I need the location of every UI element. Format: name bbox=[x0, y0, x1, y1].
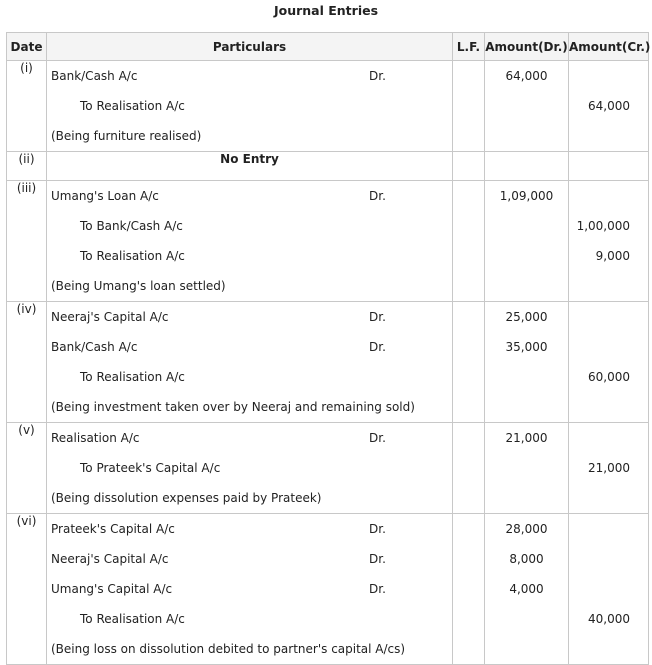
credit-amount: 9,000 bbox=[595, 249, 630, 263]
debit-cell bbox=[485, 514, 569, 665]
particulars-cell bbox=[47, 514, 453, 665]
lf-line bbox=[453, 302, 484, 332]
line-text: Umang's Capital A/c bbox=[51, 582, 173, 596]
lf-line bbox=[453, 211, 484, 241]
particulars-cell bbox=[47, 302, 453, 423]
dr-marker: Dr. bbox=[369, 431, 386, 445]
table-row bbox=[7, 61, 649, 152]
lf-line bbox=[453, 574, 484, 604]
lf-cell bbox=[453, 514, 485, 665]
lf-line bbox=[453, 332, 484, 362]
lf-cell bbox=[453, 181, 485, 302]
line-text: (Being furniture realised) bbox=[51, 129, 202, 143]
line-text: (Being loss on dissolution debited to partner's capital A/cs) bbox=[51, 642, 406, 656]
credit-cell bbox=[569, 423, 649, 514]
debit-amount bbox=[485, 362, 568, 392]
lf-line bbox=[453, 181, 484, 211]
narration-text bbox=[47, 392, 452, 422]
account-name bbox=[47, 544, 452, 574]
lf-line bbox=[453, 483, 484, 513]
credit-amount bbox=[569, 423, 648, 453]
table-row bbox=[7, 181, 649, 302]
debit-amount: 21,000 bbox=[505, 431, 548, 445]
account-name bbox=[47, 362, 452, 392]
line-text: Umang's Loan A/c bbox=[51, 189, 159, 203]
particulars-cell bbox=[47, 61, 453, 152]
account-name bbox=[47, 241, 452, 271]
credit-amount bbox=[569, 302, 648, 332]
line-text: Bank/Cash A/c bbox=[51, 69, 138, 83]
dr-marker: Dr. bbox=[369, 340, 386, 354]
credit-amount: 60,000 bbox=[588, 370, 630, 384]
line-text: Prateek's Capital A/c bbox=[51, 522, 175, 536]
account-name bbox=[47, 181, 452, 211]
credit-amount bbox=[569, 121, 648, 151]
dr-marker: Dr. bbox=[369, 189, 386, 203]
credit-cell bbox=[569, 61, 649, 152]
credit-amount: 64,000 bbox=[588, 99, 630, 113]
lf-line bbox=[453, 604, 484, 634]
table-row bbox=[7, 152, 649, 181]
dr-marker: Dr. bbox=[369, 69, 386, 83]
line-text: To Realisation A/c bbox=[80, 99, 185, 113]
credit-amount: 1,00,000 bbox=[576, 219, 630, 233]
line-text: (Being Umang's loan settled) bbox=[51, 279, 226, 293]
line-text: To Realisation A/c bbox=[80, 612, 185, 626]
line-text: To Realisation A/c bbox=[80, 370, 185, 384]
account-name bbox=[47, 423, 452, 453]
debit-amount bbox=[485, 604, 568, 634]
header-lf: L.F. bbox=[453, 33, 485, 61]
header-amount-debit: Amount(Dr.) bbox=[485, 33, 569, 61]
account-name bbox=[47, 332, 452, 362]
table-row bbox=[7, 423, 649, 514]
debit-amount bbox=[485, 241, 568, 271]
credit-amount bbox=[569, 544, 648, 574]
debit-amount bbox=[485, 271, 568, 301]
debit-amount: 1,09,000 bbox=[499, 189, 554, 203]
credit-cell bbox=[569, 181, 649, 302]
account-name bbox=[47, 453, 452, 483]
header-date: Date bbox=[7, 33, 47, 61]
credit-amount bbox=[569, 332, 648, 362]
account-name bbox=[47, 302, 452, 332]
credit-amount bbox=[569, 392, 648, 422]
line-text: (Being dissolution expenses paid by Prateek) bbox=[51, 491, 322, 505]
account-name bbox=[47, 574, 452, 604]
lf-line bbox=[453, 423, 484, 453]
debit-amount bbox=[485, 392, 568, 422]
lf-line bbox=[453, 91, 484, 121]
account-name bbox=[47, 604, 452, 634]
table-row bbox=[7, 302, 649, 423]
account-name bbox=[47, 211, 452, 241]
narration-text bbox=[47, 271, 452, 301]
lf-cell bbox=[453, 423, 485, 514]
debit-cell bbox=[485, 423, 569, 514]
lf-line bbox=[453, 392, 484, 422]
credit-amount bbox=[569, 483, 648, 513]
lf-cell bbox=[453, 302, 485, 423]
entry-date: (iv) bbox=[7, 302, 47, 423]
line-text: Neeraj's Capital A/c bbox=[51, 310, 169, 324]
journal-body bbox=[7, 61, 649, 665]
entry-date: (v) bbox=[7, 423, 47, 514]
lf-cell bbox=[453, 152, 485, 181]
account-name bbox=[47, 61, 452, 91]
lf-line bbox=[453, 61, 484, 91]
line-text: Neeraj's Capital A/c bbox=[51, 552, 169, 566]
debit-cell bbox=[485, 61, 569, 152]
debit-amount bbox=[485, 91, 568, 121]
line-text: (Being investment taken over by Neeraj and remaining sold) bbox=[51, 400, 415, 414]
account-name bbox=[47, 514, 452, 544]
header-amount-credit: Amount(Cr.) bbox=[569, 33, 649, 61]
lf-line bbox=[453, 514, 484, 544]
lf-line bbox=[453, 241, 484, 271]
debit-amount: 35,000 bbox=[505, 340, 548, 354]
entry-date: (ii) bbox=[7, 152, 47, 181]
lf-line bbox=[453, 453, 484, 483]
dr-marker: Dr. bbox=[369, 552, 386, 566]
journal-table bbox=[6, 32, 649, 665]
entry-date: (i) bbox=[7, 61, 47, 152]
credit-cell bbox=[569, 152, 649, 181]
debit-amount: 28,000 bbox=[505, 522, 548, 536]
line-text: To Realisation A/c bbox=[80, 249, 185, 263]
page-title: Journal Entries bbox=[273, 3, 379, 18]
line-text: Bank/Cash A/c bbox=[51, 340, 138, 354]
no-entry-label: No Entry bbox=[47, 152, 453, 181]
debit-cell bbox=[485, 181, 569, 302]
debit-cell bbox=[485, 302, 569, 423]
line-text: To Prateek's Capital A/c bbox=[80, 461, 221, 475]
entry-date: (iii) bbox=[7, 181, 47, 302]
header-particulars: Particulars bbox=[47, 33, 453, 61]
credit-amount bbox=[569, 61, 648, 91]
debit-cell bbox=[485, 152, 569, 181]
credit-cell bbox=[569, 514, 649, 665]
credit-amount: 21,000 bbox=[588, 461, 630, 475]
dr-marker: Dr. bbox=[369, 522, 386, 536]
credit-cell bbox=[569, 302, 649, 423]
line-text: Realisation A/c bbox=[51, 431, 140, 445]
line-text: To Bank/Cash A/c bbox=[80, 219, 183, 233]
lf-line bbox=[453, 362, 484, 392]
particulars-cell bbox=[47, 423, 453, 514]
credit-amount bbox=[569, 181, 648, 211]
dr-marker: Dr. bbox=[369, 310, 386, 324]
lf-line bbox=[453, 271, 484, 301]
debit-amount bbox=[485, 211, 568, 241]
lf-line bbox=[453, 121, 484, 151]
entry-date: (vi) bbox=[7, 514, 47, 665]
debit-amount: 8,000 bbox=[509, 552, 544, 566]
account-name bbox=[47, 91, 452, 121]
debit-amount bbox=[485, 483, 568, 513]
table-row bbox=[7, 514, 649, 665]
debit-amount: 4,000 bbox=[509, 582, 544, 596]
particulars-cell bbox=[47, 181, 453, 302]
debit-amount: 25,000 bbox=[505, 310, 548, 324]
credit-amount bbox=[569, 514, 648, 544]
debit-amount bbox=[485, 121, 568, 151]
dr-marker: Dr. bbox=[369, 582, 386, 596]
debit-amount: 64,000 bbox=[505, 69, 548, 83]
credit-amount bbox=[569, 574, 648, 604]
lf-cell bbox=[453, 61, 485, 152]
narration-text bbox=[47, 483, 452, 513]
credit-amount: 40,000 bbox=[588, 612, 630, 626]
narration-text bbox=[47, 121, 452, 151]
table-header-row bbox=[7, 33, 649, 61]
debit-amount bbox=[485, 453, 568, 483]
credit-amount bbox=[569, 271, 648, 301]
lf-line bbox=[453, 544, 484, 574]
